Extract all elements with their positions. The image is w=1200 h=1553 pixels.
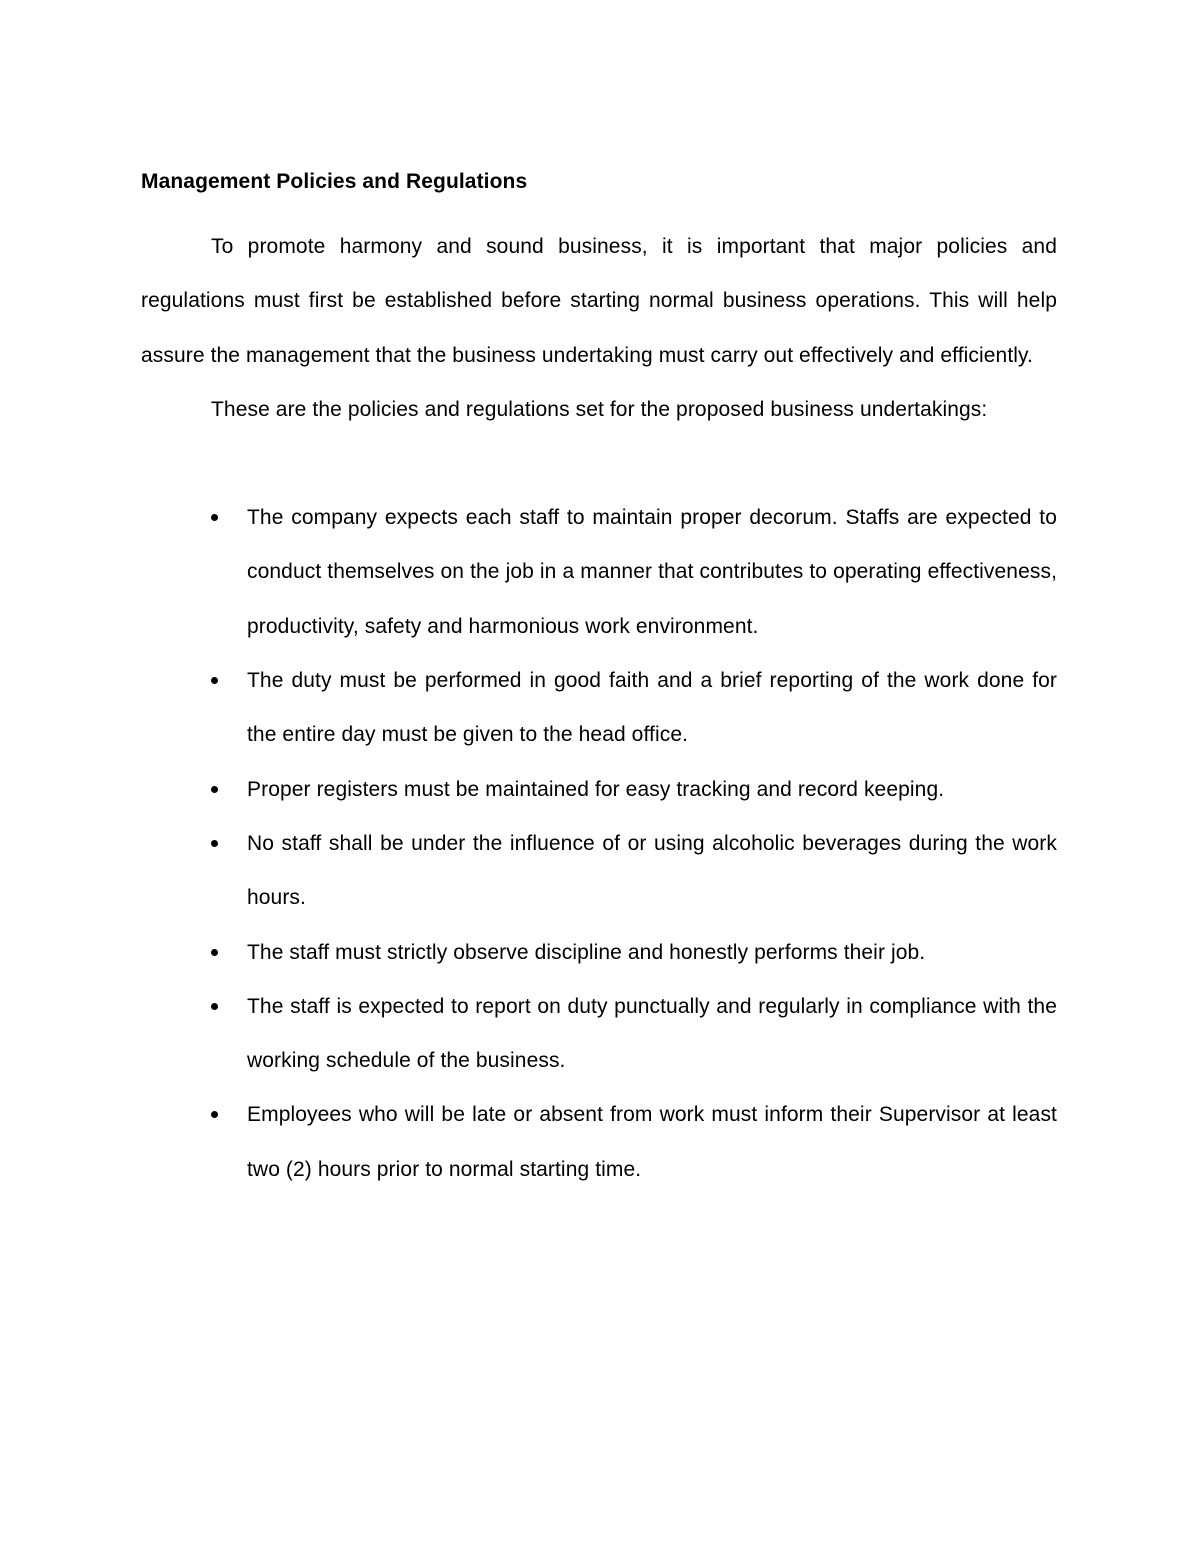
list-item-text: The staff is expected to report on duty punctually and regularly in compliance with the working schedule of the business.	[247, 994, 1057, 1073]
list-item	[141, 980, 1057, 1089]
list-item-text: The staff must strictly observe discipline and honestly performs their job.	[247, 940, 926, 964]
bullet-icon	[211, 1003, 218, 1010]
bullet-icon	[211, 1111, 218, 1118]
list-item-text: Employees who will be late or absent from work must inform their Supervisor at least two (2) hours prior to normal starting time.	[247, 1103, 1057, 1181]
bullet-icon	[211, 786, 218, 793]
policy-list	[141, 491, 1057, 1197]
list-item-text: The duty must be performed in good faith and a brief reporting of the work done for the entire day must be given to the head office.	[247, 669, 1057, 747]
document-page	[141, 166, 1057, 1197]
policies-lead-paragraph: These are the policies and regulations set for the proposed business undertakings:	[211, 397, 988, 421]
bullet-icon	[211, 514, 218, 521]
bullet-icon	[211, 677, 218, 684]
list-item-text: The company expects each staff to maintain proper decorum. Staffs are expected to conduct themselves on the job in a manner that contributes to operating effectiveness, productivity, safety and harmonious work environment.	[247, 506, 1057, 638]
list-item	[141, 763, 1057, 817]
list-item-text: Proper registers must be maintained for easy tracking and record keeping.	[247, 777, 945, 801]
document-title: Management Policies and Regulations	[141, 170, 528, 193]
list-item	[141, 1088, 1057, 1197]
list-item	[141, 654, 1057, 763]
intro-paragraph: To promote harmony and sound business, it is important that major policies and regulations must first be established before starting normal business operations. This will help assure the management that the business undertaking must carry out effectively and efficiently.	[141, 235, 1057, 367]
list-item	[141, 817, 1057, 926]
bullet-icon	[211, 840, 218, 847]
list-item-text: No staff shall be under the influence of or using alcoholic beverages during the work hours.	[247, 831, 1057, 910]
list-item	[141, 926, 1057, 980]
list-item	[141, 491, 1057, 654]
bullet-icon	[211, 949, 218, 956]
